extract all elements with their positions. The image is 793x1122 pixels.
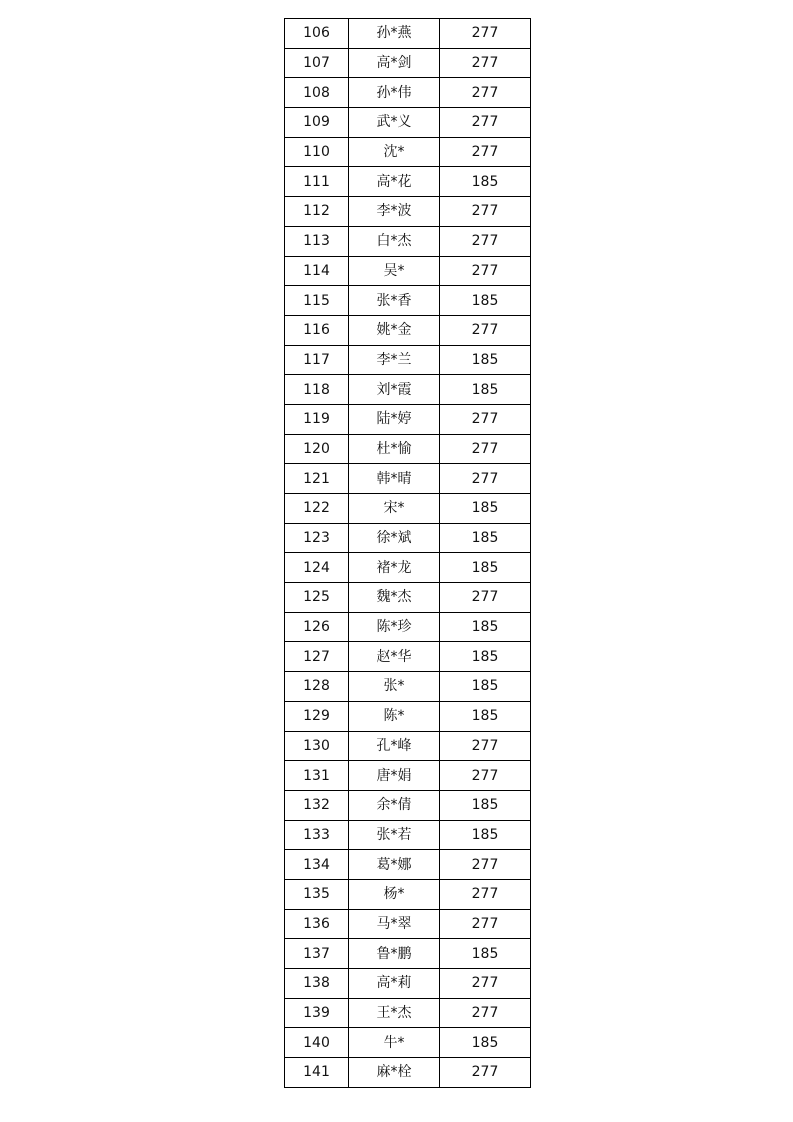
table-row — [285, 78, 531, 108]
row-number-cell: 116 — [285, 315, 349, 345]
name-cell: 韩*晴 — [349, 464, 440, 494]
amount-cell: 185 — [440, 345, 531, 375]
name-cell: 高*莉 — [349, 969, 440, 999]
name-cell: 陈* — [349, 701, 440, 731]
name-cell: 牛* — [349, 1028, 440, 1058]
name-cell: 杜*愉 — [349, 434, 440, 464]
name-cell: 李*兰 — [349, 345, 440, 375]
amount-cell: 185 — [440, 672, 531, 702]
amount-cell: 277 — [440, 19, 531, 49]
table-row — [285, 731, 531, 761]
row-number-cell: 130 — [285, 731, 349, 761]
name-cell: 孙*伟 — [349, 78, 440, 108]
name-cell: 张*香 — [349, 286, 440, 316]
row-number-cell: 124 — [285, 553, 349, 583]
table-row — [285, 583, 531, 613]
table-row — [285, 19, 531, 49]
name-cell: 张* — [349, 672, 440, 702]
row-number-cell: 135 — [285, 879, 349, 909]
amount-cell: 185 — [440, 642, 531, 672]
row-number-cell: 113 — [285, 226, 349, 256]
amount-cell: 277 — [440, 226, 531, 256]
name-cell: 沈* — [349, 137, 440, 167]
roster-table-body — [285, 19, 531, 1088]
name-cell: 高*剑 — [349, 48, 440, 78]
name-cell: 王*杰 — [349, 998, 440, 1028]
amount-cell: 185 — [440, 375, 531, 405]
amount-cell: 277 — [440, 583, 531, 613]
table-row — [285, 315, 531, 345]
table-row — [285, 909, 531, 939]
name-cell: 陆*婷 — [349, 404, 440, 434]
row-number-cell: 115 — [285, 286, 349, 316]
row-number-cell: 141 — [285, 1058, 349, 1088]
table-row — [285, 197, 531, 227]
row-number-cell: 137 — [285, 939, 349, 969]
amount-cell: 277 — [440, 404, 531, 434]
amount-cell: 185 — [440, 820, 531, 850]
name-cell: 魏*杰 — [349, 583, 440, 613]
table-row — [285, 1058, 531, 1088]
table-row — [285, 137, 531, 167]
row-number-cell: 133 — [285, 820, 349, 850]
table-row — [285, 226, 531, 256]
table-row — [285, 464, 531, 494]
amount-cell: 185 — [440, 553, 531, 583]
table-row — [285, 672, 531, 702]
amount-cell: 277 — [440, 998, 531, 1028]
row-number-cell: 129 — [285, 701, 349, 731]
table-row — [285, 1028, 531, 1058]
table-row — [285, 790, 531, 820]
row-number-cell: 114 — [285, 256, 349, 286]
name-cell: 余*倩 — [349, 790, 440, 820]
roster-table-container — [284, 18, 531, 1088]
table-row — [285, 701, 531, 731]
amount-cell: 277 — [440, 850, 531, 880]
row-number-cell: 123 — [285, 523, 349, 553]
amount-cell: 185 — [440, 286, 531, 316]
amount-cell: 277 — [440, 969, 531, 999]
amount-cell: 277 — [440, 909, 531, 939]
name-cell: 鲁*鹏 — [349, 939, 440, 969]
table-row — [285, 523, 531, 553]
row-number-cell: 138 — [285, 969, 349, 999]
table-row — [285, 345, 531, 375]
amount-cell: 277 — [440, 197, 531, 227]
amount-cell: 277 — [440, 137, 531, 167]
name-cell: 马*翠 — [349, 909, 440, 939]
amount-cell: 185 — [440, 939, 531, 969]
amount-cell: 277 — [440, 879, 531, 909]
amount-cell: 277 — [440, 315, 531, 345]
row-number-cell: 108 — [285, 78, 349, 108]
table-row — [285, 998, 531, 1028]
name-cell: 宋* — [349, 494, 440, 524]
table-row — [285, 256, 531, 286]
amount-cell: 277 — [440, 78, 531, 108]
amount-cell: 185 — [440, 494, 531, 524]
roster-table — [284, 18, 531, 1088]
row-number-cell: 140 — [285, 1028, 349, 1058]
row-number-cell: 106 — [285, 19, 349, 49]
amount-cell: 277 — [440, 256, 531, 286]
table-row — [285, 850, 531, 880]
amount-cell: 277 — [440, 48, 531, 78]
row-number-cell: 128 — [285, 672, 349, 702]
amount-cell: 277 — [440, 108, 531, 138]
name-cell: 赵*华 — [349, 642, 440, 672]
row-number-cell: 134 — [285, 850, 349, 880]
name-cell: 武*义 — [349, 108, 440, 138]
name-cell: 麻*栓 — [349, 1058, 440, 1088]
table-row — [285, 820, 531, 850]
name-cell: 孔*峰 — [349, 731, 440, 761]
name-cell: 褚*龙 — [349, 553, 440, 583]
table-row — [285, 286, 531, 316]
amount-cell: 185 — [440, 612, 531, 642]
row-number-cell: 112 — [285, 197, 349, 227]
name-cell: 张*若 — [349, 820, 440, 850]
row-number-cell: 110 — [285, 137, 349, 167]
row-number-cell: 127 — [285, 642, 349, 672]
table-row — [285, 612, 531, 642]
row-number-cell: 125 — [285, 583, 349, 613]
name-cell: 孙*燕 — [349, 19, 440, 49]
row-number-cell: 132 — [285, 790, 349, 820]
table-row — [285, 108, 531, 138]
table-row — [285, 434, 531, 464]
name-cell: 姚*金 — [349, 315, 440, 345]
name-cell: 杨* — [349, 879, 440, 909]
name-cell: 李*波 — [349, 197, 440, 227]
name-cell: 吴* — [349, 256, 440, 286]
table-row — [285, 642, 531, 672]
row-number-cell: 118 — [285, 375, 349, 405]
table-row — [285, 404, 531, 434]
amount-cell: 185 — [440, 523, 531, 553]
table-row — [285, 553, 531, 583]
amount-cell: 277 — [440, 464, 531, 494]
row-number-cell: 121 — [285, 464, 349, 494]
row-number-cell: 120 — [285, 434, 349, 464]
amount-cell: 277 — [440, 1058, 531, 1088]
table-row — [285, 494, 531, 524]
name-cell: 高*花 — [349, 167, 440, 197]
name-cell: 葛*娜 — [349, 850, 440, 880]
table-row — [285, 939, 531, 969]
row-number-cell: 117 — [285, 345, 349, 375]
table-row — [285, 761, 531, 791]
name-cell: 唐*娟 — [349, 761, 440, 791]
table-row — [285, 375, 531, 405]
table-row — [285, 48, 531, 78]
table-row — [285, 167, 531, 197]
row-number-cell: 122 — [285, 494, 349, 524]
row-number-cell: 139 — [285, 998, 349, 1028]
amount-cell: 185 — [440, 701, 531, 731]
name-cell: 白*杰 — [349, 226, 440, 256]
amount-cell: 185 — [440, 167, 531, 197]
row-number-cell: 119 — [285, 404, 349, 434]
name-cell: 徐*斌 — [349, 523, 440, 553]
name-cell: 刘*霞 — [349, 375, 440, 405]
amount-cell: 185 — [440, 790, 531, 820]
amount-cell: 277 — [440, 761, 531, 791]
row-number-cell: 131 — [285, 761, 349, 791]
row-number-cell: 109 — [285, 108, 349, 138]
amount-cell: 277 — [440, 731, 531, 761]
amount-cell: 185 — [440, 1028, 531, 1058]
table-row — [285, 879, 531, 909]
row-number-cell: 126 — [285, 612, 349, 642]
row-number-cell: 136 — [285, 909, 349, 939]
name-cell: 陈*珍 — [349, 612, 440, 642]
row-number-cell: 111 — [285, 167, 349, 197]
row-number-cell: 107 — [285, 48, 349, 78]
amount-cell: 277 — [440, 434, 531, 464]
table-row — [285, 969, 531, 999]
